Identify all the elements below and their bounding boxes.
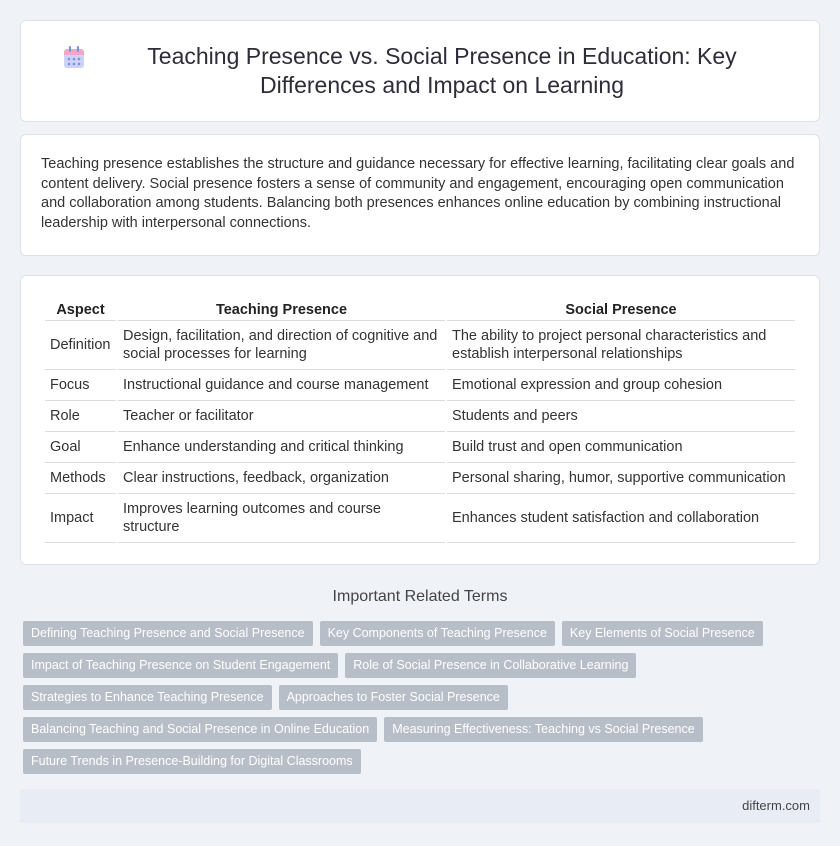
related-term-tag[interactable]: Future Trends in Presence-Building for Digital Classrooms xyxy=(23,749,361,774)
related-term-tag[interactable]: Balancing Teaching and Social Presence in Online Education xyxy=(23,717,377,742)
table-row xyxy=(45,321,795,370)
comparison-table xyxy=(43,296,797,543)
column-header-teaching-presence: Teaching Presence xyxy=(118,296,445,321)
teaching-presence-cell: Teacher or facilitator xyxy=(118,401,445,432)
related-term-tag[interactable]: Approaches to Foster Social Presence xyxy=(279,685,508,710)
teaching-presence-cell: Improves learning outcomes and course structure xyxy=(118,494,445,543)
related-term-tag[interactable]: Role of Social Presence in Collaborative Learning xyxy=(345,653,636,678)
row-aspect: Goal xyxy=(45,432,116,463)
column-header-aspect: Aspect xyxy=(45,296,116,321)
row-aspect: Definition xyxy=(45,321,116,370)
table-row xyxy=(45,494,795,543)
teaching-presence-cell: Instructional guidance and course management xyxy=(118,370,445,401)
social-presence-cell: Build trust and open communication xyxy=(447,432,795,463)
table-header-row xyxy=(45,296,795,321)
social-presence-cell: Enhances student satisfaction and collaboration xyxy=(447,494,795,543)
row-aspect: Impact xyxy=(45,494,116,543)
row-aspect: Role xyxy=(45,401,116,432)
table-row xyxy=(45,432,795,463)
related-term-tag[interactable]: Key Elements of Social Presence xyxy=(562,621,763,646)
intro-text: Teaching presence establishes the structure and guidance necessary for effective learning, facilitating clear goals and content delivery. Social presence fosters a sense of community and engagement, encouraging open communication and collaboration among students. Balancing both presences enhances online education by combining instructional leadership with interpersonal connections. xyxy=(41,156,795,231)
title-wrap xyxy=(61,42,779,100)
related-term-tag[interactable]: Impact of Teaching Presence on Student Engagement xyxy=(23,653,338,678)
related-term-tag[interactable]: Defining Teaching Presence and Social Presence xyxy=(23,621,313,646)
related-term-tag[interactable]: Key Components of Teaching Presence xyxy=(320,621,555,646)
comparison-table-card xyxy=(20,275,820,565)
teaching-presence-cell: Enhance understanding and critical thinking xyxy=(118,432,445,463)
calendar-icon xyxy=(61,44,87,70)
related-terms-title: Important Related Terms xyxy=(332,588,508,605)
table-row xyxy=(45,401,795,432)
row-aspect: Focus xyxy=(45,370,116,401)
row-aspect: Methods xyxy=(45,463,116,494)
page-title: Teaching Presence vs. Social Presence in Education: Key Differences and Impact on Learning xyxy=(147,43,737,98)
column-header-social-presence: Social Presence xyxy=(447,296,795,321)
related-term-tag[interactable]: Measuring Effectiveness: Teaching vs Social Presence xyxy=(384,717,702,742)
related-term-tag[interactable]: Strategies to Enhance Teaching Presence xyxy=(23,685,272,710)
social-presence-cell: Students and peers xyxy=(447,401,795,432)
footer-site-link[interactable]: difterm.com xyxy=(742,798,810,813)
header-card xyxy=(20,20,820,122)
related-terms-list xyxy=(20,621,820,781)
footer xyxy=(20,789,820,823)
table-row xyxy=(45,463,795,494)
teaching-presence-cell: Design, facilitation, and direction of cognitive and social processes for learning xyxy=(118,321,445,370)
table-row xyxy=(45,370,795,401)
social-presence-cell: Emotional expression and group cohesion xyxy=(447,370,795,401)
social-presence-cell: Personal sharing, humor, supportive communication xyxy=(447,463,795,494)
teaching-presence-cell: Clear instructions, feedback, organization xyxy=(118,463,445,494)
intro-card xyxy=(20,134,820,256)
social-presence-cell: The ability to project personal characteristics and establish interpersonal relationships xyxy=(447,321,795,370)
